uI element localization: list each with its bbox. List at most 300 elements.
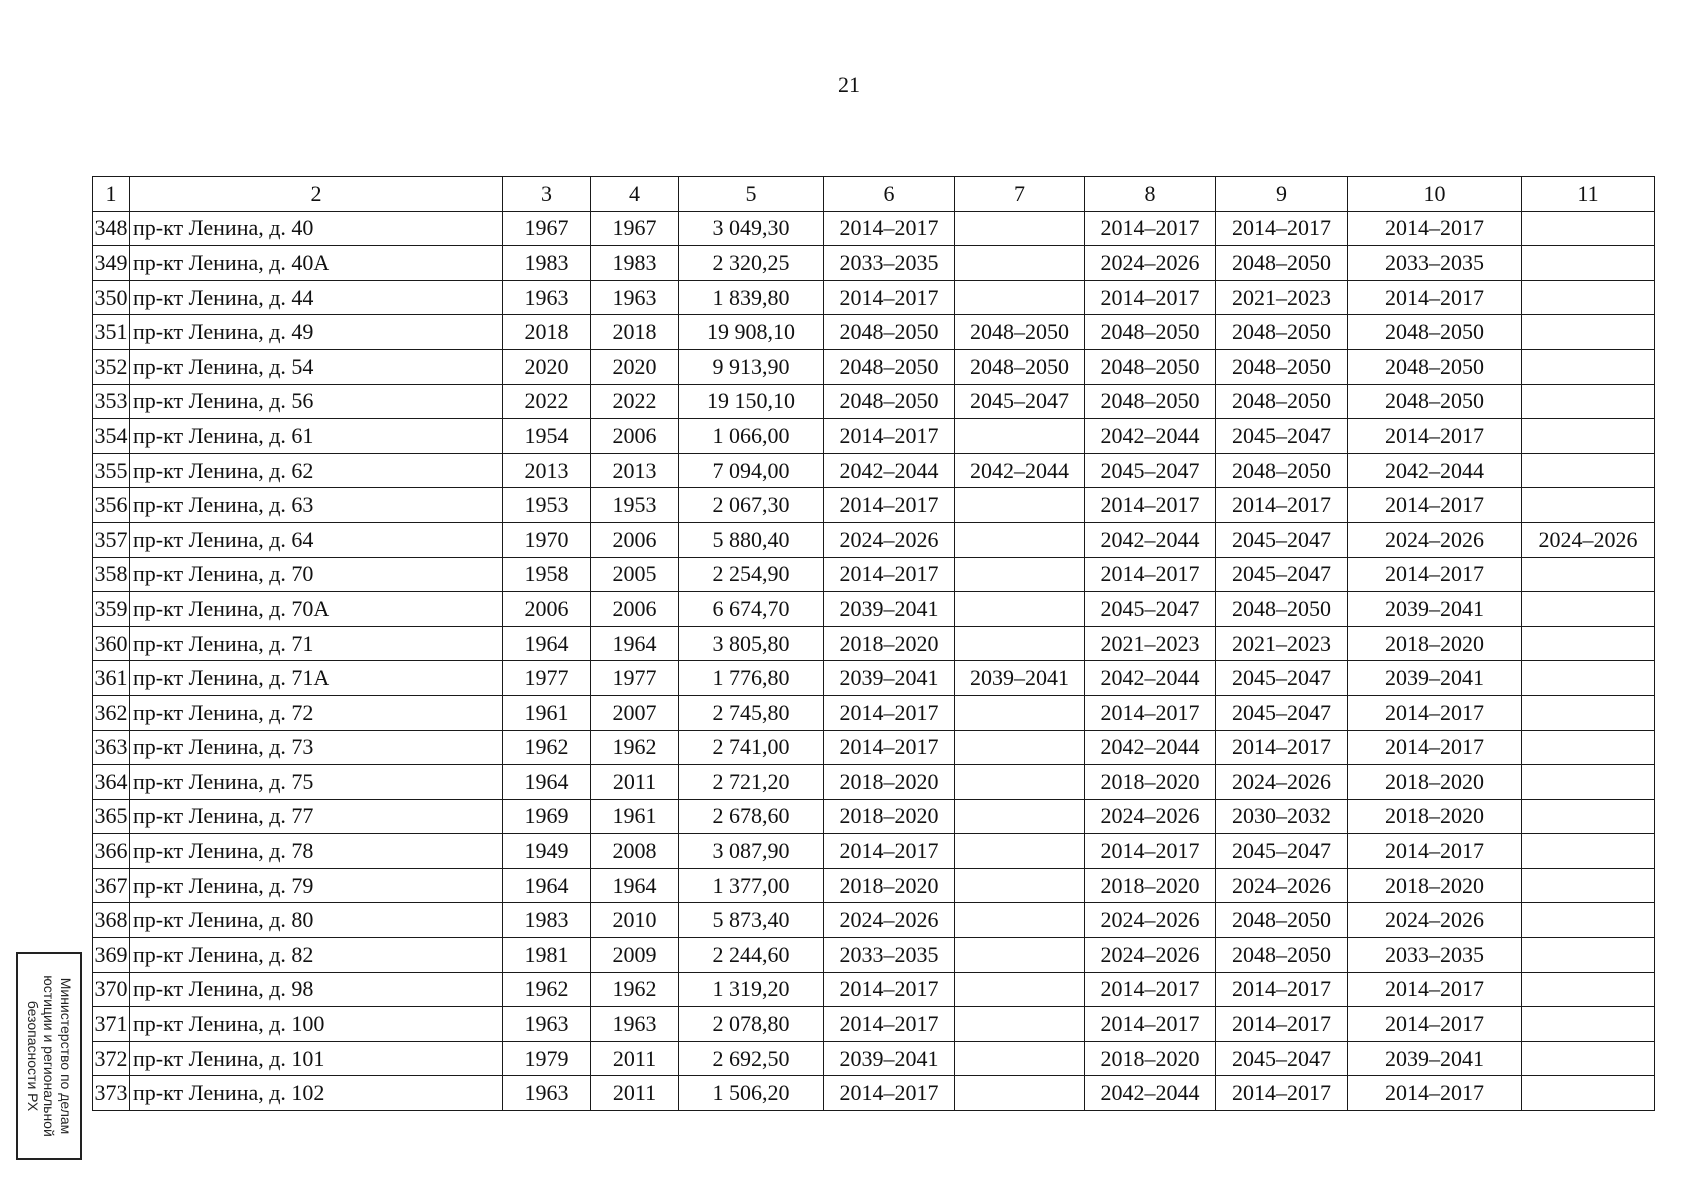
period-cell	[1522, 349, 1655, 384]
year-built-cell: 1983	[503, 246, 591, 281]
table-row	[93, 488, 1655, 523]
period-cell: 2014–2017	[1216, 730, 1348, 765]
period-cell	[955, 211, 1085, 246]
year-built-cell: 1958	[503, 557, 591, 592]
period-cell: 2014–2017	[824, 488, 955, 523]
area-cell: 3 049,30	[679, 211, 824, 246]
period-cell	[955, 765, 1085, 800]
table-row	[93, 349, 1655, 384]
row-number-cell: 348	[93, 211, 130, 246]
period-cell	[1522, 557, 1655, 592]
period-cell	[955, 903, 1085, 938]
period-cell: 2033–2035	[1348, 246, 1522, 281]
period-cell: 2045–2047	[1085, 453, 1216, 488]
period-cell: 2014–2017	[1216, 972, 1348, 1007]
period-cell: 2014–2017	[1085, 972, 1216, 1007]
period-cell: 2042–2044	[1085, 661, 1216, 696]
year-built-cell: 1964	[503, 868, 591, 903]
period-cell: 2014–2017	[824, 211, 955, 246]
period-cell	[955, 972, 1085, 1007]
period-cell	[1522, 211, 1655, 246]
area-cell: 2 692,50	[679, 1041, 824, 1076]
table-row	[93, 626, 1655, 661]
address-cell: пр-кт Ленина, д. 40А	[130, 246, 503, 281]
period-cell: 2024–2026	[1216, 765, 1348, 800]
period-cell: 2024–2026	[824, 522, 955, 557]
table-row	[93, 799, 1655, 834]
area-cell: 3 805,80	[679, 626, 824, 661]
period-cell: 2048–2050	[1216, 938, 1348, 973]
area-cell: 3 087,90	[679, 834, 824, 869]
period-cell: 2045–2047	[1216, 557, 1348, 592]
period-cell: 2042–2044	[824, 453, 955, 488]
row-number-cell: 354	[93, 419, 130, 454]
period-cell: 2039–2041	[1348, 661, 1522, 696]
year-built-cell: 2020	[503, 349, 591, 384]
period-cell: 2024–2026	[1216, 868, 1348, 903]
area-cell: 2 721,20	[679, 765, 824, 800]
year-built-cell: 2022	[503, 384, 591, 419]
period-cell: 2014–2017	[1085, 557, 1216, 592]
table-row	[93, 384, 1655, 419]
year-commissioned-cell: 2022	[591, 384, 679, 419]
year-built-cell: 1963	[503, 1007, 591, 1042]
period-cell: 2014–2017	[1216, 488, 1348, 523]
period-cell: 2033–2035	[1348, 938, 1522, 973]
year-commissioned-cell: 2006	[591, 419, 679, 454]
address-cell: пр-кт Ленина, д. 98	[130, 972, 503, 1007]
row-number-cell: 350	[93, 280, 130, 315]
period-cell: 2021–2023	[1216, 280, 1348, 315]
area-cell: 2 745,80	[679, 695, 824, 730]
period-cell	[1522, 903, 1655, 938]
year-built-cell: 1962	[503, 972, 591, 1007]
address-cell: пр-кт Ленина, д. 75	[130, 765, 503, 800]
row-number-cell: 356	[93, 488, 130, 523]
table-row	[93, 765, 1655, 800]
address-cell: пр-кт Ленина, д. 71А	[130, 661, 503, 696]
period-cell: 2014–2017	[1348, 419, 1522, 454]
page-number: 21	[838, 72, 860, 97]
row-number-cell: 352	[93, 349, 130, 384]
address-cell: пр-кт Ленина, д. 44	[130, 280, 503, 315]
row-number-cell: 362	[93, 695, 130, 730]
period-cell	[955, 488, 1085, 523]
period-cell: 2042–2044	[1085, 730, 1216, 765]
header-cell: 8	[1085, 177, 1216, 212]
period-cell: 2048–2050	[1216, 246, 1348, 281]
year-built-cell: 1969	[503, 799, 591, 834]
period-cell: 2039–2041	[1348, 592, 1522, 627]
period-cell: 2048–2050	[1348, 315, 1522, 350]
period-cell	[1522, 419, 1655, 454]
period-cell: 2048–2050	[955, 315, 1085, 350]
address-cell: пр-кт Ленина, д. 71	[130, 626, 503, 661]
period-cell: 2014–2017	[1085, 488, 1216, 523]
year-commissioned-cell: 1962	[591, 730, 679, 765]
period-cell: 2014–2017	[1085, 280, 1216, 315]
year-built-cell: 1967	[503, 211, 591, 246]
period-cell: 2014–2017	[1348, 730, 1522, 765]
area-cell: 2 320,25	[679, 246, 824, 281]
row-number-cell: 364	[93, 765, 130, 800]
period-cell	[1522, 695, 1655, 730]
table-row	[93, 972, 1655, 1007]
table-row	[93, 246, 1655, 281]
row-number-cell: 371	[93, 1007, 130, 1042]
area-cell: 19 150,10	[679, 384, 824, 419]
period-cell: 2042–2044	[1348, 453, 1522, 488]
period-cell: 2048–2050	[1216, 903, 1348, 938]
period-cell: 2018–2020	[1348, 868, 1522, 903]
period-cell: 2024–2026	[1085, 246, 1216, 281]
year-built-cell: 1964	[503, 626, 591, 661]
area-cell: 9 913,90	[679, 349, 824, 384]
period-cell: 2048–2050	[824, 349, 955, 384]
period-cell: 2018–2020	[1085, 868, 1216, 903]
table-row	[93, 695, 1655, 730]
area-cell: 1 839,80	[679, 280, 824, 315]
period-cell: 2014–2017	[824, 972, 955, 1007]
year-built-cell: 1962	[503, 730, 591, 765]
row-number-cell: 351	[93, 315, 130, 350]
period-cell: 2039–2041	[824, 1041, 955, 1076]
row-number-cell: 349	[93, 246, 130, 281]
period-cell: 2045–2047	[1085, 592, 1216, 627]
period-cell	[1522, 868, 1655, 903]
period-cell: 2042–2044	[1085, 1076, 1216, 1111]
year-commissioned-cell: 1963	[591, 1007, 679, 1042]
area-cell: 1 066,00	[679, 419, 824, 454]
period-cell	[955, 626, 1085, 661]
header-cell: 9	[1216, 177, 1348, 212]
row-number-cell: 365	[93, 799, 130, 834]
period-cell: 2014–2017	[1348, 211, 1522, 246]
table-row	[93, 834, 1655, 869]
period-cell: 2014–2017	[1085, 211, 1216, 246]
address-cell: пр-кт Ленина, д. 64	[130, 522, 503, 557]
period-cell	[1522, 765, 1655, 800]
area-cell: 1 506,20	[679, 1076, 824, 1111]
area-cell: 2 678,60	[679, 799, 824, 834]
address-cell: пр-кт Ленина, д. 70	[130, 557, 503, 592]
period-cell: 2045–2047	[1216, 695, 1348, 730]
period-cell	[955, 246, 1085, 281]
address-cell: пр-кт Ленина, д. 77	[130, 799, 503, 834]
year-built-cell: 2013	[503, 453, 591, 488]
year-commissioned-cell: 2011	[591, 765, 679, 800]
stamp-line: юстиции и региональной	[41, 975, 58, 1137]
period-cell	[1522, 1076, 1655, 1111]
period-cell: 2014–2017	[1348, 834, 1522, 869]
table-row	[93, 1007, 1655, 1042]
header-cell: 2	[130, 177, 503, 212]
period-cell: 2042–2044	[1085, 522, 1216, 557]
period-cell	[1522, 280, 1655, 315]
period-cell	[1522, 626, 1655, 661]
period-cell	[955, 1007, 1085, 1042]
address-cell: пр-кт Ленина, д. 72	[130, 695, 503, 730]
row-number-cell: 373	[93, 1076, 130, 1111]
year-commissioned-cell: 1953	[591, 488, 679, 523]
address-cell: пр-кт Ленина, д. 100	[130, 1007, 503, 1042]
period-cell	[955, 868, 1085, 903]
period-cell: 2045–2047	[1216, 661, 1348, 696]
row-number-cell: 355	[93, 453, 130, 488]
period-cell: 2018–2020	[824, 765, 955, 800]
row-number-cell: 366	[93, 834, 130, 869]
period-cell: 2045–2047	[955, 384, 1085, 419]
period-cell	[955, 730, 1085, 765]
year-commissioned-cell: 1961	[591, 799, 679, 834]
period-cell: 2048–2050	[1216, 349, 1348, 384]
period-cell: 2014–2017	[1348, 280, 1522, 315]
period-cell	[1522, 384, 1655, 419]
address-cell: пр-кт Ленина, д. 101	[130, 1041, 503, 1076]
period-cell: 2042–2044	[1085, 419, 1216, 454]
row-number-cell: 367	[93, 868, 130, 903]
period-cell: 2014–2017	[824, 419, 955, 454]
table-row	[93, 557, 1655, 592]
year-built-cell: 2006	[503, 592, 591, 627]
year-built-cell: 1953	[503, 488, 591, 523]
year-commissioned-cell: 2007	[591, 695, 679, 730]
period-cell: 2014–2017	[1216, 1076, 1348, 1111]
address-cell: пр-кт Ленина, д. 73	[130, 730, 503, 765]
area-cell: 1 776,80	[679, 661, 824, 696]
header-cell: 5	[679, 177, 824, 212]
period-cell: 2018–2020	[824, 799, 955, 834]
header-cell: 4	[591, 177, 679, 212]
period-cell: 2014–2017	[1348, 1076, 1522, 1111]
period-cell: 2039–2041	[824, 592, 955, 627]
period-cell: 2014–2017	[824, 280, 955, 315]
period-cell: 2021–2023	[1216, 626, 1348, 661]
year-commissioned-cell: 2011	[591, 1076, 679, 1111]
period-cell: 2014–2017	[1348, 695, 1522, 730]
table-row	[93, 315, 1655, 350]
period-cell	[955, 938, 1085, 973]
period-cell: 2024–2026	[824, 903, 955, 938]
period-cell: 2033–2035	[824, 246, 955, 281]
period-cell	[1522, 972, 1655, 1007]
address-cell: пр-кт Ленина, д. 40	[130, 211, 503, 246]
period-cell: 2018–2020	[1348, 626, 1522, 661]
year-built-cell: 1983	[503, 903, 591, 938]
period-cell: 2048–2050	[1085, 384, 1216, 419]
period-cell: 2048–2050	[1085, 349, 1216, 384]
year-built-cell: 1961	[503, 695, 591, 730]
year-built-cell: 1979	[503, 1041, 591, 1076]
row-number-cell: 363	[93, 730, 130, 765]
period-cell: 2014–2017	[824, 730, 955, 765]
year-built-cell: 2018	[503, 315, 591, 350]
period-cell: 2048–2050	[824, 315, 955, 350]
year-commissioned-cell: 2009	[591, 938, 679, 973]
period-cell: 2048–2050	[1216, 453, 1348, 488]
area-cell: 2 067,30	[679, 488, 824, 523]
table-row	[93, 1041, 1655, 1076]
year-commissioned-cell: 1964	[591, 868, 679, 903]
period-cell: 2014–2017	[1085, 695, 1216, 730]
year-built-cell: 1949	[503, 834, 591, 869]
stamp-line: Министерство по делам	[57, 977, 74, 1135]
year-commissioned-cell: 1963	[591, 280, 679, 315]
period-cell: 2024–2026	[1085, 938, 1216, 973]
period-cell: 2039–2041	[824, 661, 955, 696]
year-commissioned-cell: 2010	[591, 903, 679, 938]
period-cell	[1522, 453, 1655, 488]
row-number-cell: 357	[93, 522, 130, 557]
year-built-cell: 1964	[503, 765, 591, 800]
period-cell: 2045–2047	[1216, 419, 1348, 454]
period-cell	[955, 695, 1085, 730]
period-cell	[1522, 315, 1655, 350]
table-row	[93, 280, 1655, 315]
area-cell: 5 880,40	[679, 522, 824, 557]
period-cell: 2014–2017	[1216, 1007, 1348, 1042]
period-cell: 2042–2044	[955, 453, 1085, 488]
period-cell: 2014–2017	[1348, 557, 1522, 592]
row-number-cell: 361	[93, 661, 130, 696]
row-number-cell: 368	[93, 903, 130, 938]
row-number-cell: 369	[93, 938, 130, 973]
header-cell: 11	[1522, 177, 1655, 212]
table-row	[93, 211, 1655, 246]
period-cell	[955, 592, 1085, 627]
year-commissioned-cell: 2006	[591, 592, 679, 627]
address-cell: пр-кт Ленина, д. 49	[130, 315, 503, 350]
period-cell: 2014–2017	[1085, 834, 1216, 869]
period-cell	[955, 799, 1085, 834]
address-cell: пр-кт Ленина, д. 102	[130, 1076, 503, 1111]
year-commissioned-cell: 2020	[591, 349, 679, 384]
year-commissioned-cell: 1962	[591, 972, 679, 1007]
year-commissioned-cell: 1983	[591, 246, 679, 281]
address-cell: пр-кт Ленина, д. 82	[130, 938, 503, 973]
period-cell	[1522, 834, 1655, 869]
period-cell: 2048–2050	[1216, 384, 1348, 419]
area-cell: 2 254,90	[679, 557, 824, 592]
period-cell: 2048–2050	[955, 349, 1085, 384]
header-cell: 3	[503, 177, 591, 212]
area-cell: 2 741,00	[679, 730, 824, 765]
period-cell: 2039–2041	[955, 661, 1085, 696]
table-row	[93, 730, 1655, 765]
period-cell	[1522, 592, 1655, 627]
address-cell: пр-кт Ленина, д. 61	[130, 419, 503, 454]
period-cell	[1522, 661, 1655, 696]
period-cell	[1522, 488, 1655, 523]
year-commissioned-cell: 1967	[591, 211, 679, 246]
year-commissioned-cell: 2008	[591, 834, 679, 869]
period-cell: 2045–2047	[1216, 522, 1348, 557]
year-built-cell: 1963	[503, 280, 591, 315]
period-cell: 2030–2032	[1216, 799, 1348, 834]
period-cell: 2024–2026	[1522, 522, 1655, 557]
address-cell: пр-кт Ленина, д. 63	[130, 488, 503, 523]
header-cell: 6	[824, 177, 955, 212]
stamp-text	[24, 956, 74, 1156]
table-row	[93, 903, 1655, 938]
period-cell: 2014–2017	[824, 1076, 955, 1111]
period-cell: 2024–2026	[1348, 903, 1522, 938]
header-cell: 10	[1348, 177, 1522, 212]
year-commissioned-cell: 1964	[591, 626, 679, 661]
table-row	[93, 868, 1655, 903]
period-cell	[955, 280, 1085, 315]
address-cell: пр-кт Ленина, д. 56	[130, 384, 503, 419]
period-cell: 2014–2017	[824, 557, 955, 592]
address-cell: пр-кт Ленина, д. 70А	[130, 592, 503, 627]
stamp-line: безопасности РХ	[24, 1000, 41, 1112]
period-cell: 2018–2020	[1085, 1041, 1216, 1076]
period-cell: 2033–2035	[824, 938, 955, 973]
row-number-cell: 353	[93, 384, 130, 419]
year-commissioned-cell: 2006	[591, 522, 679, 557]
header-cell: 1	[93, 177, 130, 212]
period-cell	[1522, 730, 1655, 765]
period-cell	[955, 557, 1085, 592]
table-row	[93, 1076, 1655, 1111]
address-cell: пр-кт Ленина, д. 79	[130, 868, 503, 903]
area-cell: 1 319,20	[679, 972, 824, 1007]
address-cell: пр-кт Ленина, д. 78	[130, 834, 503, 869]
area-cell: 19 908,10	[679, 315, 824, 350]
period-cell	[955, 1076, 1085, 1111]
year-built-cell: 1954	[503, 419, 591, 454]
address-cell: пр-кт Ленина, д. 62	[130, 453, 503, 488]
table-row	[93, 419, 1655, 454]
period-cell: 2014–2017	[824, 834, 955, 869]
period-cell: 2014–2017	[1216, 211, 1348, 246]
column-number-header-row	[93, 177, 1655, 212]
table-row	[93, 938, 1655, 973]
table-row	[93, 592, 1655, 627]
year-built-cell: 1977	[503, 661, 591, 696]
row-number-cell: 358	[93, 557, 130, 592]
period-cell: 2048–2050	[1348, 384, 1522, 419]
row-number-cell: 372	[93, 1041, 130, 1076]
period-cell: 2018–2020	[824, 626, 955, 661]
period-cell: 2024–2026	[1085, 799, 1216, 834]
table-body	[93, 211, 1655, 1110]
table-row	[93, 661, 1655, 696]
period-cell: 2014–2017	[1085, 1007, 1216, 1042]
year-built-cell: 1963	[503, 1076, 591, 1111]
year-commissioned-cell: 1977	[591, 661, 679, 696]
period-cell	[955, 419, 1085, 454]
row-number-cell: 360	[93, 626, 130, 661]
period-cell: 2014–2017	[1348, 972, 1522, 1007]
period-cell: 2048–2050	[1216, 315, 1348, 350]
address-cell: пр-кт Ленина, д. 80	[130, 903, 503, 938]
housing-register-table	[92, 176, 1655, 1111]
area-cell: 1 377,00	[679, 868, 824, 903]
period-cell: 2048–2050	[1348, 349, 1522, 384]
period-cell: 2018–2020	[1348, 765, 1522, 800]
period-cell: 2018–2020	[1348, 799, 1522, 834]
period-cell	[1522, 246, 1655, 281]
period-cell: 2039–2041	[1348, 1041, 1522, 1076]
year-commissioned-cell: 2018	[591, 315, 679, 350]
address-cell: пр-кт Ленина, д. 54	[130, 349, 503, 384]
period-cell: 2018–2020	[824, 868, 955, 903]
period-cell: 2021–2023	[1085, 626, 1216, 661]
area-cell: 5 873,40	[679, 903, 824, 938]
period-cell	[955, 1041, 1085, 1076]
period-cell	[955, 522, 1085, 557]
